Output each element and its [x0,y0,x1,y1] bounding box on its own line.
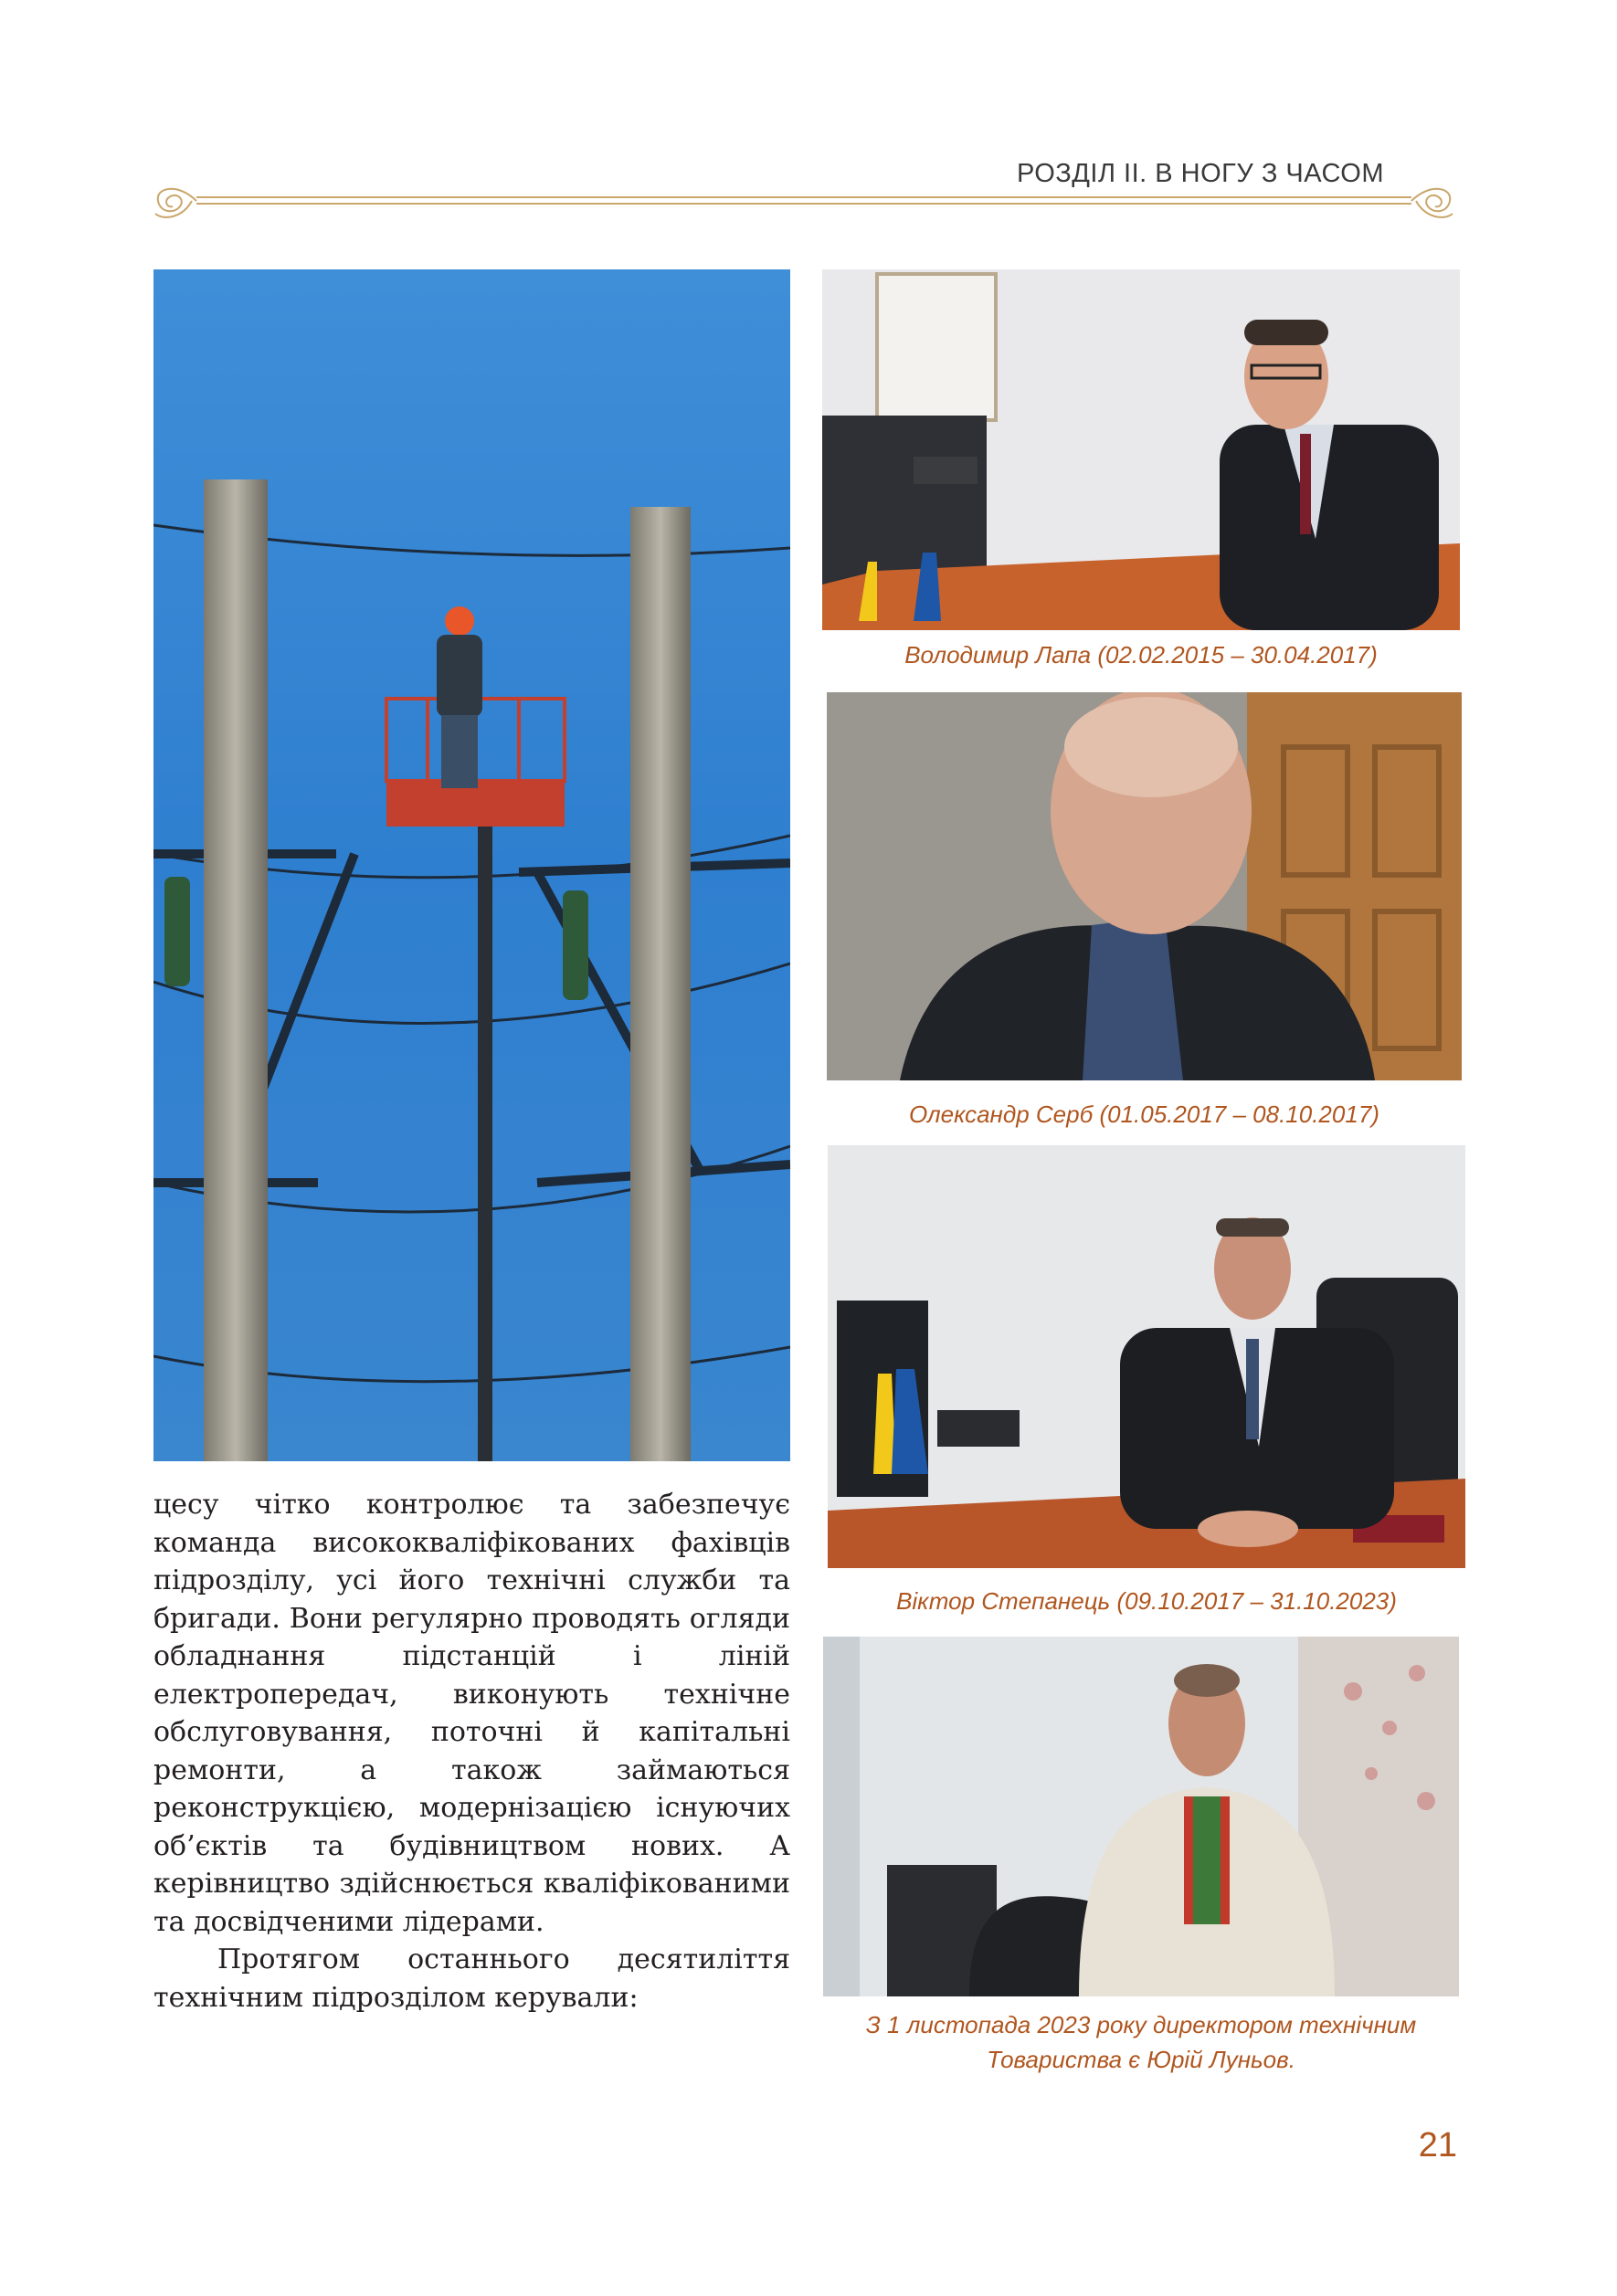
section-title: РОЗДІЛ ІІ. В НОГУ З ЧАСОМ [1016,159,1384,188]
body-text [153,1486,790,2017]
page-number: 21 [1418,2126,1457,2164]
caption-yurii-lunov [823,2007,1459,2077]
caption-viktor-stepanets: Віктор Степанець (09.10.2017 – 31.10.2023) [896,1587,1397,1615]
body-paragraph-2: Протягом останнього десятиліття технічним підрозділом керували: [153,1943,790,2014]
caption-volodymyr-lapa: Володимир Лапа (02.02.2015 – 30.04.2017) [904,641,1378,669]
caption-oleksandr-serb: Олександр Серб (01.05.2017 – 08.10.2017) [909,1101,1379,1128]
photo-yurii-lunov [823,1637,1459,1996]
photo-line-worker [153,269,790,1461]
header-ornament [151,174,1457,228]
photo-viktor-stepanets [828,1145,1465,1568]
photo-oleksandr-serb [827,692,1462,1080]
photo-volodymyr-lapa [822,269,1460,630]
caption-yurii-lunov-line1: З 1 листопада 2023 року директором технічним [865,2011,1417,2038]
caption-yurii-lunov-line2: Товариства є Юрій Луньов. [987,2046,1295,2073]
body-paragraph-1: цесу чітко контролює та забезпечує команда висококваліфікованих фахівців підрозділу, усі його технічні служби та бригади. Вони регулярно проводять огляди обладнання підстанцій і ліній електропередач, виконують технічне обслуговування, поточні й капітальні ремонти, а також займаються реконструкцією, модернізацією існуючих об’єктів та будівництвом нових. А керівництво здійснюється кваліфікованими та досвідченими лідерами. [153,1489,790,1938]
page-header [151,155,1457,228]
